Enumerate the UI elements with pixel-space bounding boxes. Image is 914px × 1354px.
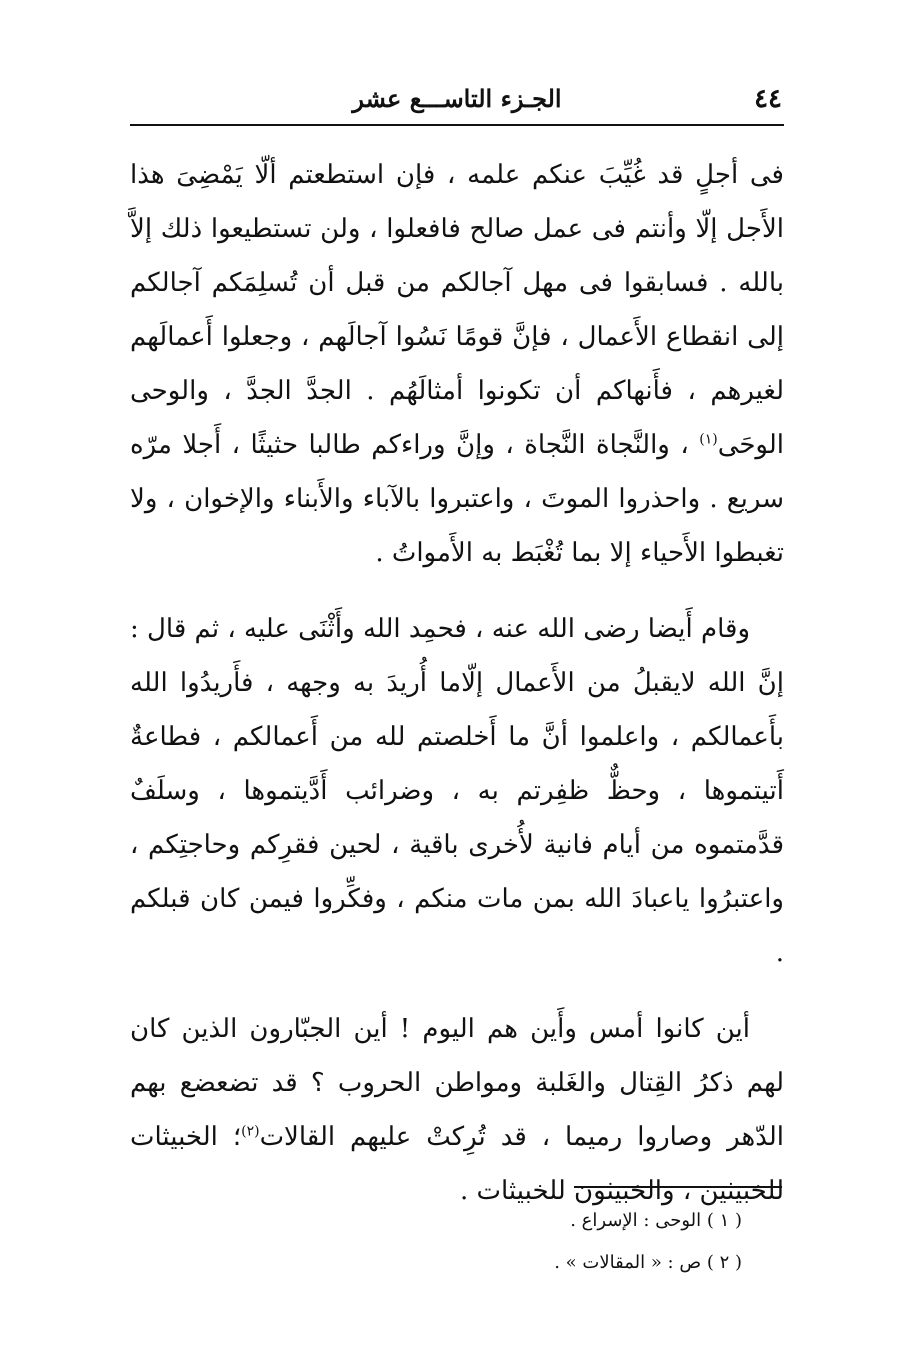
running-title: الجـزء التاســـع عشر — [352, 84, 562, 113]
footnote-1: ( ١ ) الوحى : الإسراع . — [570, 1210, 742, 1231]
paragraph-1-continuation: ، والنَّجاة النَّجاة ، وإنَّ وراءكم طالبا حثيثًا ، أَجلا مرّه سريع . واحذروا الموتَ ، واعتبروا بالآباء والأَبناء والإخوان ، ولا تغبطوا الأَحياء إلا بما تُغْبَط به الأَمواتُ . — [130, 430, 784, 568]
footnote-2: ( ٢ ) ص : « المقالات » . — [554, 1252, 742, 1273]
body-text — [130, 148, 784, 1218]
paragraph-1 — [130, 148, 784, 580]
header-rule — [130, 124, 784, 126]
paragraph-3-text: أين كانوا أمس وأَين هم اليوم ! أين الجبّارون الذين كان لهم ذكرُ القِتال والغَلبة ومواطن الحروب ؟ قد تضعضع بهم الدّهر وصاروا رميما ، قد تُرِكتْ عليهم القالات — [130, 1014, 784, 1152]
footnote-marker-2: (٢) — [241, 1123, 260, 1140]
footnote-marker-1: (١) — [699, 431, 718, 448]
page-number: ٤٤ — [754, 84, 782, 114]
footnotes — [430, 1200, 742, 1284]
page-header — [132, 78, 782, 118]
paragraph-1-text: فى أجلٍ قد غُيِّبَ عنكم علمه ، فإن استطعتم ألّا يَمْضِىَ هذا الأَجل إلّا وأنتم فى عمل صالح فافعلوا ، ولن تستطيعوا ذلك إلاَّ بالله . فسابقوا فى مهل آجالكم من قبل أن تُسلِمَكم آجالكم إلى انقطاع الأَعمال ، فإنَّ قومًا نَسُوا آجالَهم ، وجعلوا أَعمالَهم لغيرهم ، فأَنهاكم أن تكونوا أمثالَهُم . الجدَّ الجدَّ ، والوحى الوحَى — [130, 160, 785, 460]
paragraph-3-continuation: ؛ الخبيثات للخبيثين ، والخبيثون للخبيثات . — [130, 1122, 784, 1206]
paragraph-2: وقام أَيضا رضى الله عنه ، فحمِد الله وأَثْنَى عليه ، ثم قال : إنَّ الله لايقبلُ من الأَعمال إلّاما أُريدَ به وجهه ، فأَريدُوا الله بأَعمالكم ، واعلموا أنَّ ما أَخلصتم لله من أَعمالكم ، فطاعةٌ أَتيتموها ، وحظٌّ ظفِرتم به ، وضرائب أَدَّيتموها ، وسلَفٌ قدَّمتموه من أيام فانية لأُخرى باقية ، لحين فقرِكم وحاجتِكم ، واعتبرُوا ياعبادَ الله بمن مات منكم ، وفكِّروا فيمن كان قبلكم . — [129, 614, 784, 968]
footnote-rule — [574, 1186, 782, 1188]
